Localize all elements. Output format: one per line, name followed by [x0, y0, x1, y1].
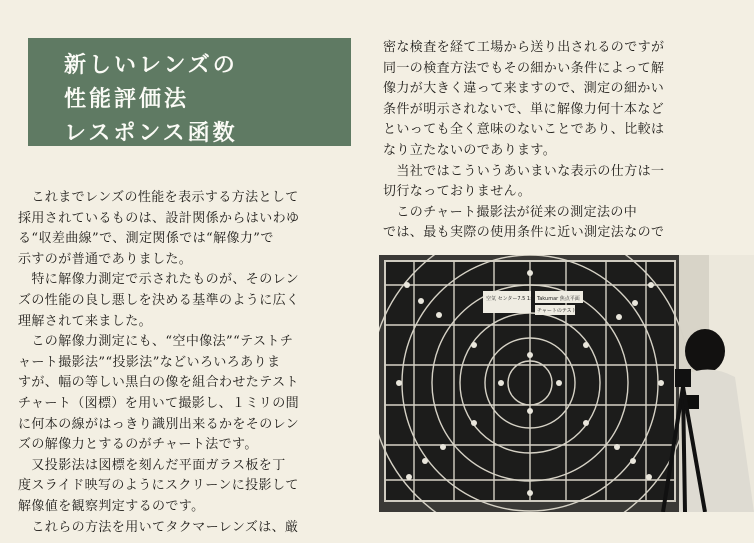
text-line: ズの解像力とするのがチャート法です。 [18, 437, 258, 453]
test-chart-illustration [379, 255, 754, 512]
text-line: 度スライド映写のようにスクリーンに投影して [18, 478, 299, 494]
right-text-column [383, 38, 738, 244]
text-line: では、最も実際の使用条件に近い測定法なので [383, 225, 665, 241]
left-text-column [18, 188, 353, 538]
chart-card-label-1: 空気 センター7.5 1:2 [486, 296, 535, 302]
text-line: このチャート撮影法が従来の測定法の中 [383, 204, 638, 220]
text-line: ズの性能の良し悪しを決める基準のように広く [18, 292, 300, 308]
text-line: に何本の線がはっきり識別出来るかをそのレン [18, 416, 300, 432]
text-line: 示すのが普通でありました。 [18, 251, 193, 267]
text-line: 採用されているものは、設計関係からはいわゆ [18, 210, 300, 226]
text-line: これらの方法を用いてタクマーレンズは、厳 [18, 519, 299, 535]
text-line: 同一の検査方法でもその細かい条件によって解 [383, 60, 665, 76]
text-line: 当社ではこういうあいまいな表示の仕方は一 [383, 163, 665, 179]
text-line: 密な検査を経て工場から送り出されるのですが [383, 40, 665, 55]
text-line: る“収差曲線”で、測定関係では“解像力”で [18, 231, 274, 247]
chart-card-label-3: チャートのテスト [537, 308, 577, 314]
text-line: なり立たないのであります。 [383, 142, 557, 158]
title-line-1: 新しいレンズの [64, 53, 238, 78]
text-line: この解像力測定にも、“空中像法”“テストチ [18, 334, 294, 350]
text-line: チャート（図標）を用いて撮影し、１ミリの間 [18, 395, 300, 411]
text-line: ャート撮影法”“投影法”などいろいろありま [18, 354, 281, 370]
text-line: といっても全く意味のないことであり、比較は [383, 122, 665, 138]
text-line: 切行なっておりません。 [383, 184, 532, 200]
text-line: 条件が明示されないで、単に解像力何十本など [383, 101, 665, 117]
text-line: 像力が大きく違って来ますので、測定の細かい [383, 81, 665, 97]
text-line: 特に解像力測定で示されたものが、そのレン [18, 272, 300, 288]
title-line-2: 性能評価法 [64, 87, 190, 112]
chart-card-label-2: Takumar 焦点平面 [537, 296, 580, 302]
test-chart-photo [379, 255, 754, 512]
text-line: 又投影法は図標を刻んだ平面ガラス板を丁 [18, 457, 286, 473]
text-line: すが、幅の等しい黒白の像を組合わせたテスト [18, 375, 299, 391]
text-line: 理解されて来ました。 [18, 313, 153, 329]
article-title [28, 38, 351, 146]
title-line-3: レスポンス函数 [64, 121, 238, 146]
text-line: 解像値を観察判定するのです。 [18, 498, 205, 514]
text-line: これまでレンズの性能を表示する方法として [18, 190, 299, 205]
